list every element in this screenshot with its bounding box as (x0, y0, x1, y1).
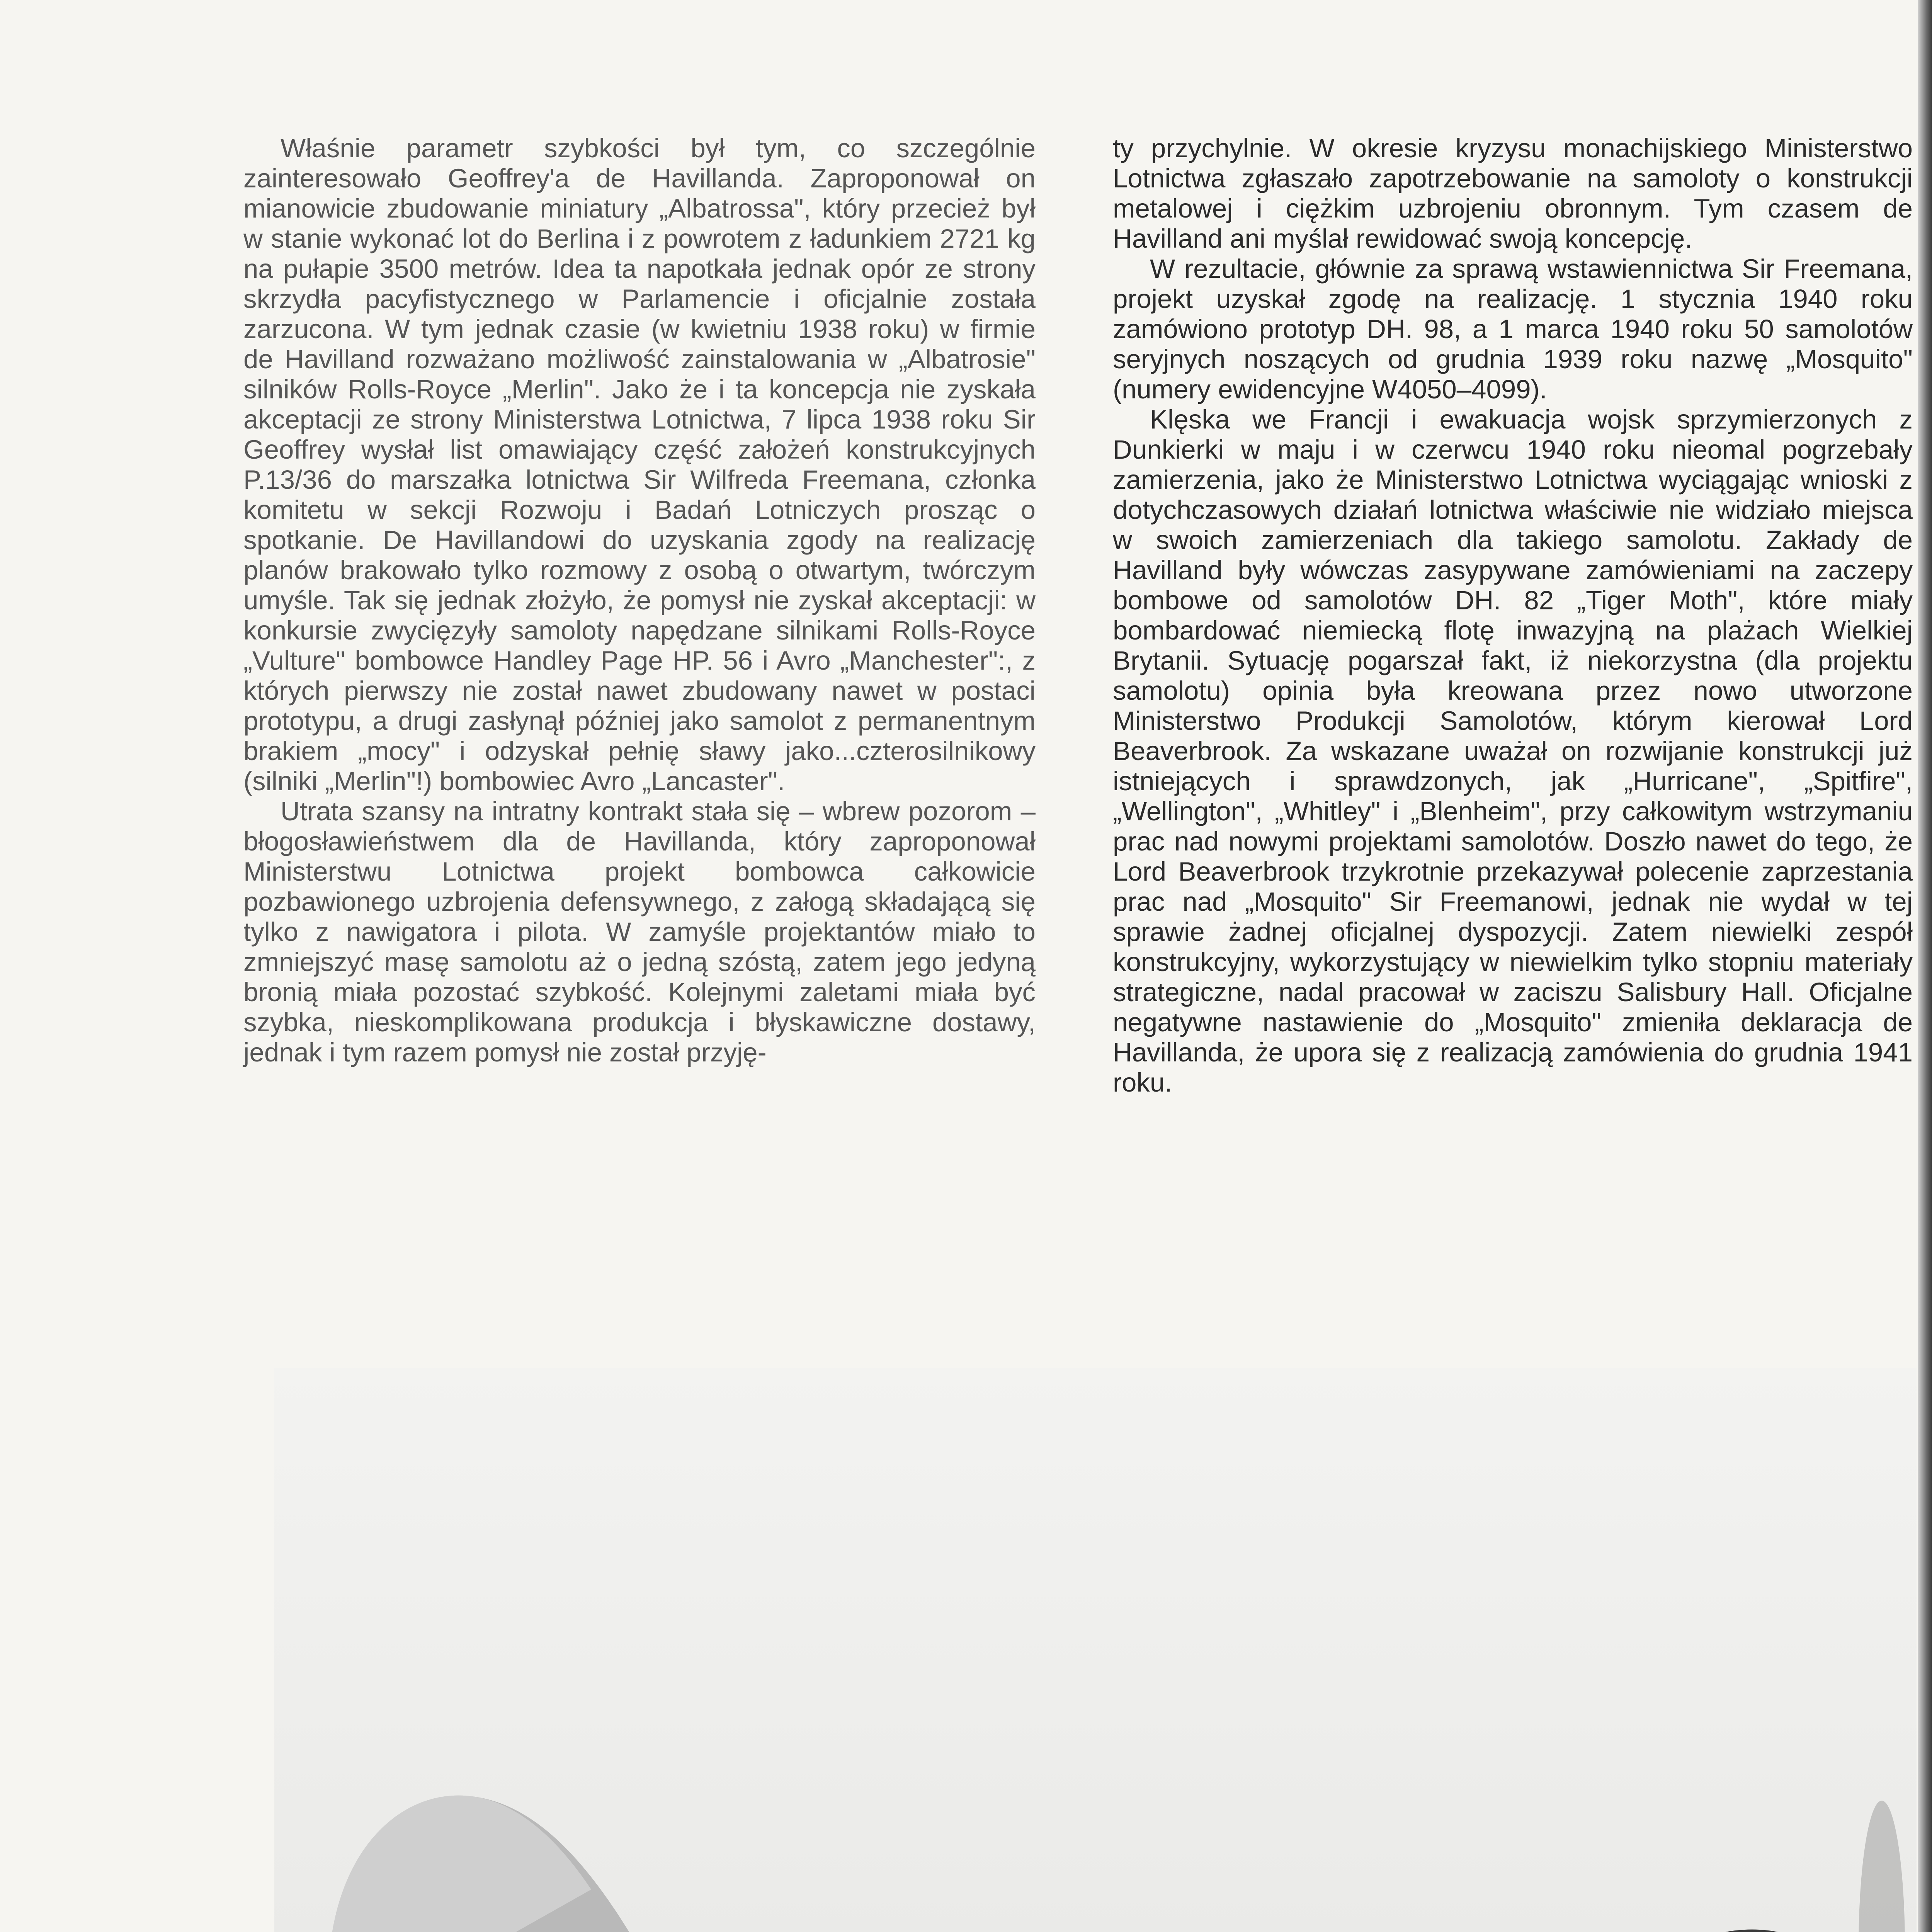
left-paragraph-1: Właśnie parametr szybkości był tym, co szczególnie zainteresowało Geoffrey'a de Havillanda. Zaproponował on mianowicie zbudowanie miniatury „Albatrossa", który przecież był w stanie wykonać lot do Berlina i z powrotem z ładunkiem 2721 kg na pułapie 3500 metrów. Idea ta napotkała jednak opór ze strony skrzydła pacyfistycznego w Parlamencie i oficjalnie została zarzucona. W tym jednak czasie (w kwietniu 1938 roku) w firmie de Havilland rozważano możliwość zainstalowania w „Albatrosie" silników Rolls-Royce „Merlin". Jako że i ta koncepcja nie zyskała akceptacji ze strony Ministerstwa Lotnictwa, 7 lipca 1938 roku Sir Geoffrey wysłał list omawiający część założeń konstrukcyjnych P.13/36 do marszałka lotnictwa Sir Wilfreda Freemana, członka komitetu w sekcji Rozwoju i Badań Lotniczych prosząc o spotkanie. De Havillandowi do uzyskania zgody na realizację planów brakowało tylko rozmowy z osobą o otwartym, twórczym umyśle. Tak się jednak złożyło, że pomysł nie zyskał akceptacji: w konkursie zwycięzyły samoloty napędzane silnikami Rolls-Royce „Vulture" bombowce Handley Page HP. 56 i Avro „Manchester":, z których pierwszy nie został nawet zbudowany nawet w postaci prototypu, a drugi zasłynął później jako samolot z permanentnym brakiem „mocy" i odzyskał pełnię sławy jako...czterosilnikowy (silniki „Merlin"!) bombowiec Avro „Lancaster". (243, 133, 1036, 796)
right-paragraph-3: Klęska we Francji i ewakuacja wojsk sprzymierzonych z Dunkierki w maju i w czerwcu 1940 roku nieomal pogrzebały zamierzenia, jako że Ministerstwo Lotnictwa wyciągając wnioski z dotychczasowych działań lotnictwa właściwie nie widziało miejsca w swoich zamierzeniach dla takiego samolotu. Zakłady de Havilland były wówczas zasypywane zamówieniami na zaczepy bombowe od samolotów DH. 82 „Tiger Moth", które miały bombardować niemiecką flotę inwazyjną na plażach Wielkiej Brytanii. Sytuację pogarszał fakt, iż niekorzystna (dla projektu samolotu) opinia była kreowana przez nowo utworzone Ministerstwo Produkcji Samolotów, którym kierował Lord Beaverbrook. Za wskazane uważał on rozwijanie konstrukcji już istniejących i sprawdzonych, jak „Hurricane", „Spitfire", „Wellington", „Whitley" i „Blenheim", przy całkowitym wstrzymaniu prac nad nowymi projektami samolotów. Doszło nawet do tego, że Lord Beaverbrook trzykrotnie przekazywał polecenie zaprzestania prac nad „Mosquito" Sir Freemanowi, jednak nie wydał w tej sprawie żadnej oficjalnej dyspozycji. Zatem niewielki zespół konstrukcyjny, wykorzystujący w niewielkim tylko stopniu materiały strategiczne, nadal pracował w zaciszu Salisbury Hall. Oficjalne negatywne nastawienie do „Mosquito" zmieniła deklaracja de Havillanda, że upora się z realizacją zamówienia do grudnia 1941 roku. (1113, 405, 1913, 1097)
right-paragraph-2: W rezultacie, głównie za sprawą wstawiennictwa Sir Freemana, projekt uzyskał zgodę na realizację. 1 stycznia 1940 roku zamówiono prototyp DH. 98, a 1 marca 1940 roku 50 samolotów seryjnych noszących od grudnia 1939 roku nazwę „Mosquito" (numery ewidencyjne W4050–4099). (1113, 254, 1913, 404)
right-text-column (1113, 133, 1913, 1098)
mosquito-prototype-image (274, 1368, 1917, 1932)
right-paragraph-1: ty przychylnie. W okresie kryzysu monachijskiego Ministerstwo Lotnictwa zgłaszało zapotrzebowanie na samoloty o konstrukcji metalowej i ciężkim uzbrojeniu obronnym. Tym czasem de Havilland ani myślał rewidować swoją koncepcję. (1113, 133, 1913, 253)
left-text-column (243, 133, 1036, 1068)
left-paragraph-2: Utrata szansy na intratny kontrakt stała się – wbrew pozorom – błogosławieństwem dla de Havillanda, który zaproponował Ministerstwu Lotnictwa projekt bombowca całkowicie pozbawionego uzbrojenia defensywnego, z załogą składającą się tylko z nawigatora i pilota. W zamyśle projektantów miało to zmniejszyć masę samolotu aż o jedną szóstą, zatem jego jedyną bronią miała pozostać szybkość. Kolejnymi zaletami miała być szybka, nieskomplikowana produkcja i błyskawiczne dostawy, jednak i tym razem pomysł nie został przyję- (243, 796, 1036, 1067)
page-binding-edge (1918, 0, 1932, 1932)
aircraft-photo (274, 1368, 1917, 1932)
